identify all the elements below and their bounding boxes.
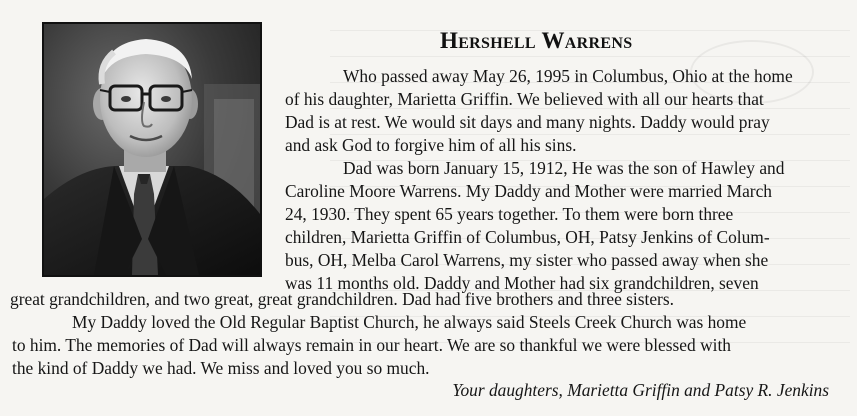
body-line-2: of his daughter, Marietta Griffin. We believed with all our hearts that: [285, 89, 764, 109]
body-line-3: Dad is at rest. We would sit days and many nights. Daddy would pray: [285, 112, 770, 132]
signature: Your daughters, Marietta Griffin and Patsy R. Jenkins: [452, 380, 829, 400]
body-line-10: was 11 months old. Daddy and Mother had six grandchildren, seven: [285, 273, 759, 293]
body-line-14: the kind of Daddy we had. We miss and loved you so much.: [12, 358, 430, 378]
body-line-5: Dad was born January 15, 1912, He was the son of Hawley and: [343, 158, 785, 178]
portrait-photo: [42, 22, 262, 277]
body-line-13: to him. The memories of Dad will always remain in our heart. We are so thankful we were blessed with: [12, 335, 731, 355]
body-line-4: and ask God to forgive him of all his sins.: [285, 135, 577, 155]
portrait-photo-icon: [44, 24, 260, 275]
obituary-title: Hershell Warrens: [440, 28, 633, 53]
body-line-1: Who passed away May 26, 1995 in Columbus, Ohio at the home: [343, 66, 793, 86]
body-line-7: 24, 1930. They spent 65 years together. To them were born three: [285, 204, 734, 224]
body-line-11: great grandchildren, and two great, great grandchildren. Dad had five brothers and three sisters.: [10, 289, 674, 309]
body-line-6: Caroline Moore Warrens. My Daddy and Mother were married March: [285, 181, 772, 201]
body-line-9: bus, OH, Melba Carol Warrens, my sister who passed away when she: [285, 250, 769, 270]
body-line-12: My Daddy loved the Old Regular Baptist Church, he always said Steels Creek Church was home: [72, 312, 747, 332]
body-line-8: children, Marietta Griffin of Columbus, OH, Patsy Jenkins of Colum-: [285, 227, 770, 247]
